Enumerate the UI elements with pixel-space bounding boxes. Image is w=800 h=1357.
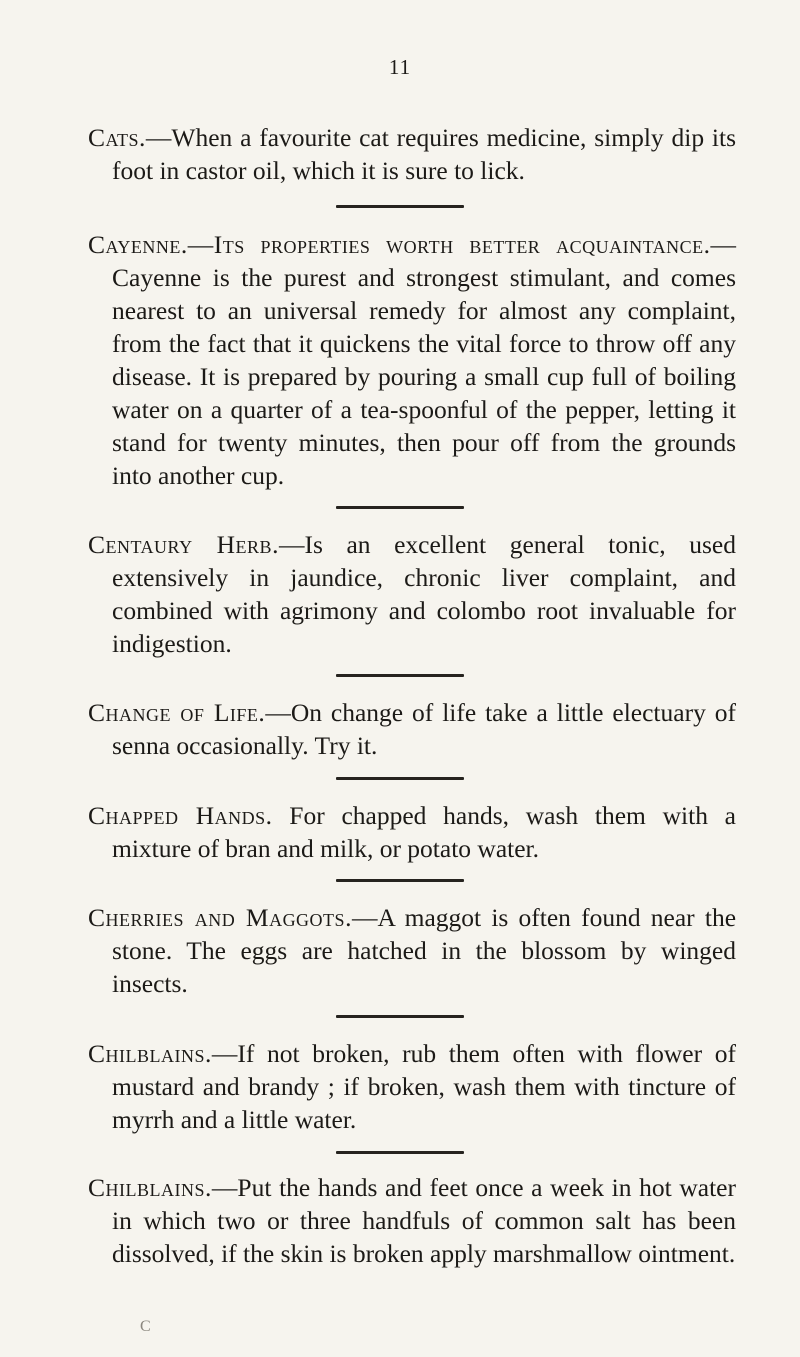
entry-text: For chapped hands, wash them with a mixture of bran and milk, or potato water.	[112, 801, 736, 863]
entry-chilblains-2	[88, 1171, 736, 1270]
entry-chapped-hands	[88, 799, 736, 865]
entry-heading: Chilblains.	[88, 1039, 212, 1068]
entry-heading: Centaury Herb.	[88, 530, 279, 559]
section-divider	[336, 205, 464, 208]
entry-change-of-life	[88, 696, 736, 762]
entry-cayenne	[88, 228, 736, 492]
entry-text: —If not broken, rub them often with flower of mustard and brandy ; if broken, wash them with tincture of myrrh and a little water.	[112, 1039, 736, 1134]
section-divider	[336, 674, 464, 677]
section-divider	[336, 879, 464, 882]
entry-heading: Cherries and Maggots.	[88, 903, 352, 932]
entry-text: —When a favourite cat requires medicine, simply dip its foot in castor oil, which it is sure to lick.	[112, 123, 736, 185]
entry-text: —Put the hands and feet once a week in hot water in which two or three handfuls of common salt has been dissolved, if the skin is broken apply marshmallow ointment.	[112, 1173, 736, 1268]
entry-heading: Change of Life.	[88, 698, 266, 727]
section-divider	[336, 1151, 464, 1154]
section-divider	[336, 777, 464, 780]
entry-chilblains-1	[88, 1037, 736, 1136]
entry-heading: Cayenne.—Its properties worth better acquaintance.	[88, 230, 711, 259]
entry-heading: Chilblains.	[88, 1173, 212, 1202]
entry-cherries-and-maggots	[88, 901, 736, 1000]
entry-text: —A maggot is often found near the stone. The eggs are hatched in the blossom by winged insects.	[112, 903, 737, 998]
entry-text: —On change of life take a little electuary of senna occasionally. Try it.	[112, 698, 736, 760]
entry-heading: Chapped Hands.	[88, 801, 273, 830]
page-number: 11	[388, 55, 412, 79]
printer-signature-mark: C	[140, 1318, 151, 1335]
section-divider	[336, 1015, 464, 1018]
entry-heading: Cats.	[88, 123, 146, 152]
entry-text: —Is an excellent general tonic, used extensively in jaundice, chronic liver complaint, and combined with agrimony and colombo root invaluable for indigestion.	[112, 530, 736, 658]
entry-centaury-herb	[88, 528, 736, 660]
entry-cats	[88, 121, 736, 187]
section-divider	[336, 506, 464, 509]
entry-text: — Cayenne is the purest and strongest stimulant, and comes nearest to an universal remedy for almost any complaint, from the fact that it quickens the vital force to throw off any disease. It is prepared by pouring a small cup full of boiling water on a quarter of a tea-spoonful of the pepper, letting it stand for twenty minutes, then pour off from the grounds into another cup.	[112, 230, 736, 490]
